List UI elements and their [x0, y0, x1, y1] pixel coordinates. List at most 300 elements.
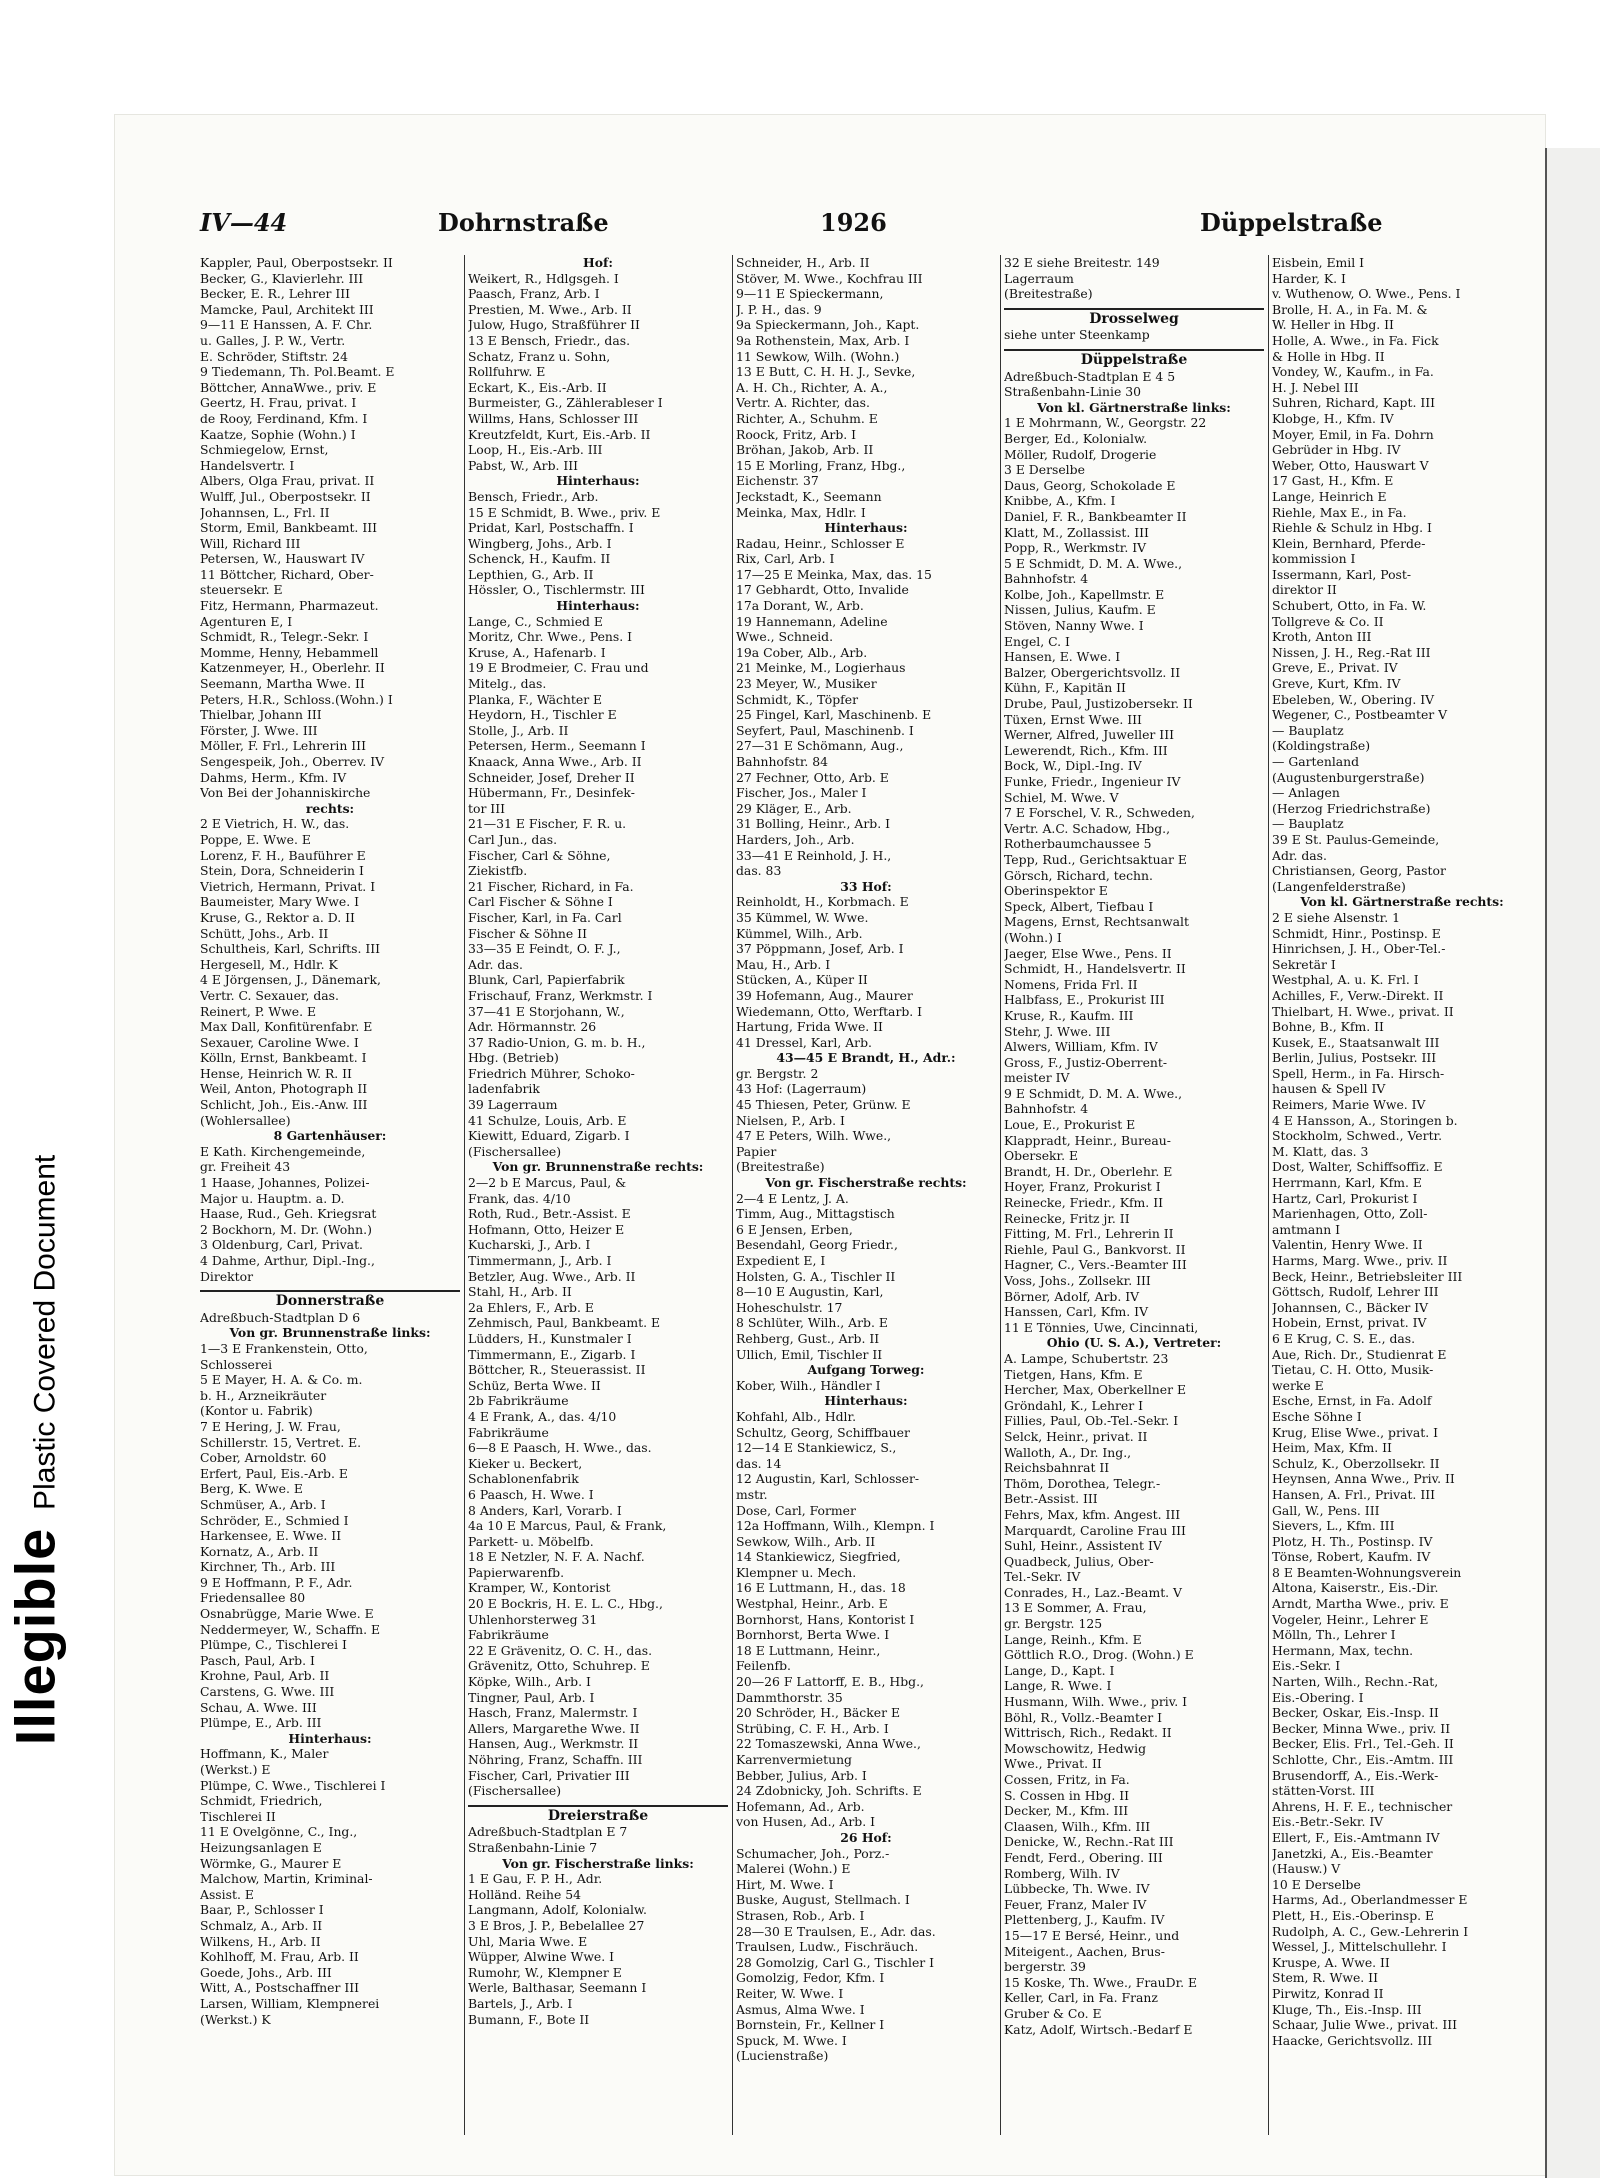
directory-entry: das. 83 [736, 863, 782, 879]
directory-entry: Göttlich R.O., Drog. (Wohn.) E [1004, 1647, 1194, 1663]
directory-entry: 9a Rothenstein, Max, Arb. I [736, 332, 910, 348]
directory-entry: 11 Sewkow, Wilh. (Wohn.) [736, 348, 900, 364]
directory-entry: Westphal, Heinr., Arb. E [736, 1596, 888, 1612]
directory-entry: Becker, Minna Wwe., priv. II [1272, 1720, 1451, 1736]
directory-entry: Werle, Balthasar, Seemann I [468, 1980, 647, 1996]
directory-entry: Janetzki, A., Eis.-Beamter [1272, 1845, 1433, 1861]
directory-entry: gr. Bergstr. 125 [1004, 1616, 1103, 1632]
street-heading: Düppelstraße [1004, 349, 1264, 369]
directory-entry: Fischer, Jos., Maler I [736, 785, 867, 801]
directory-entry: Neddermeyer, W., Schaffn. E [200, 1621, 381, 1637]
directory-entry: Hobein, Ernst, privat. IV [1272, 1315, 1427, 1331]
directory-entry: 33 Hof: [840, 878, 892, 894]
directory-entry: 22 Tomaszewski, Anna Wwe., [736, 1736, 921, 1752]
directory-entry: Johannsen, C., Bäcker IV [1272, 1299, 1429, 1315]
directory-entry: Hartz, Carl, Prokurist I [1272, 1190, 1418, 1206]
directory-entry: direktor II [1272, 582, 1337, 598]
directory-entry: Schlosserei [200, 1356, 273, 1372]
directory-entry: Marquardt, Caroline Frau III [1004, 1522, 1186, 1538]
directory-entry: Spell, Herm., in Fa. Hirsch- [1272, 1065, 1445, 1081]
directory-entry: Friedensallee 80 [200, 1590, 306, 1606]
directory-entry: 9—11 E Hanssen, A. F. Chr. [200, 317, 373, 333]
directory-entry: Nissen, J. H., Reg.-Rat III [1272, 644, 1431, 660]
directory-entry: Böttcher, R., Steuerassist. II [468, 1362, 646, 1378]
side-label-text [3, 1155, 68, 1745]
directory-entry: (Wohlersallee) [200, 1112, 291, 1128]
directory-entry: Berg, K. Wwe. E [200, 1481, 303, 1497]
directory-entry: Stücken, A., Küper II [736, 972, 868, 988]
directory-entry: Berlin, Julius, Postsekr. III [1272, 1050, 1437, 1066]
directory-entry: Hinterhaus: [288, 1730, 372, 1746]
directory-entry: 32 E siehe Breitestr. 149 [1004, 255, 1160, 270]
directory-entry: Lange, R. Wwe. I [1004, 1678, 1112, 1694]
directory-entry: Pridat, Karl, Postschaffn. I [468, 520, 634, 536]
directory-entry: Will, Richard III [200, 535, 301, 551]
directory-entry: Esche Söhne I [1272, 1408, 1362, 1424]
directory-entry: 9—11 E Spieckermann, [736, 286, 884, 302]
directory-entry: Papierwarenfb. [468, 1564, 565, 1580]
directory-entry: Claasen, Wilh., Kfm. III [1004, 1818, 1151, 1834]
directory-entry: Reinecke, Friedr., Kfm. II [1004, 1195, 1163, 1211]
directory-entry: 26 Hof: [840, 1829, 892, 1845]
directory-entry: steuersekr. E [200, 582, 283, 598]
directory-entry: Schubert, Otto, in Fa. W. [1272, 598, 1427, 614]
directory-entry: 1—3 E Frankenstein, Otto, [200, 1340, 368, 1356]
directory-entry: Halbfass, E., Prokurist III [1004, 992, 1165, 1008]
directory-entry: b. H., Arzneikräuter [200, 1387, 327, 1403]
directory-entry: 35 Kümmel, W. Wwe. [736, 909, 869, 925]
directory-entry: Gröndahl, K., Lehrer I [1004, 1397, 1144, 1413]
directory-entry: Christiansen, Georg, Pastor [1272, 863, 1446, 879]
directory-entry: Werner, Alfred, Juweller III [1004, 727, 1174, 743]
directory-entry: Obersekr. E [1004, 1148, 1079, 1164]
directory-entry: Buske, August, Stellmach. I [736, 1892, 910, 1908]
directory-entry: 41 Schulze, Louis, Arb. E [468, 1112, 627, 1128]
directory-entry: Frischauf, Franz, Werkmstr. I [468, 987, 653, 1003]
directory-entry: 3 Oldenburg, Carl, Privat. [200, 1237, 363, 1253]
directory-entry: Radau, Heinr., Schlosser E [736, 535, 905, 551]
directory-entry: 8 Schlüter, Wilh., Arb. E [736, 1315, 888, 1331]
directory-entry: Hübermann, Fr., Desinfek- [468, 785, 635, 801]
directory-entry: Uhl, Maria Wwe. E [468, 1933, 588, 1949]
directory-entry: Kroth, Anton III [1272, 629, 1372, 645]
directory-entry: Kölln, Ernst, Bankbeamt. I [200, 1050, 367, 1066]
directory-entry: amtmann I [1272, 1221, 1341, 1237]
directory-entry: Fitting, M. Frl., Lehrerin II [1004, 1226, 1174, 1242]
directory-entry: Möller, F. Frl., Lehrerin III [200, 738, 366, 754]
directory-entry: H. J. Nebel III [1272, 379, 1359, 395]
directory-entry: Bohne, B., Kfm. II [1272, 1019, 1384, 1035]
directory-entry: Wegener, C., Postbeamter V [1272, 707, 1448, 723]
directory-entry: Von kl. Gärtnerstraße links: [1037, 399, 1231, 415]
directory-entry: Ebeleben, W., Obering. IV [1272, 691, 1435, 707]
directory-entry: Petersen, Herm., Seemann I [468, 738, 646, 754]
directory-entry: Vertr. A. Richter, das. [736, 395, 870, 411]
directory-entry: Kruse, G., Rektor a. D. II [200, 909, 355, 925]
directory-entry: Hofmann, Otto, Heizer E [468, 1221, 625, 1237]
directory-entry: Bensch, Friedr., Arb. [468, 488, 599, 504]
directory-entry: Adreßbuch-Stadtplan D 6 [200, 1309, 361, 1325]
directory-entry: Decker, M., Kfm. III [1004, 1803, 1129, 1819]
directory-entry: kommission I [1272, 551, 1356, 567]
directory-entry: Reinert, P. Wwe. E [200, 1003, 317, 1019]
directory-entry: Möller, Rudolf, Drogerie [1004, 446, 1157, 462]
directory-entry: 5 E Schmidt, D. M. A. Wwe., [1004, 555, 1183, 571]
directory-entry: Knibbe, A., Kfm. I [1004, 493, 1116, 509]
directory-entry: 25 Fingel, Karl, Maschinenb. E [736, 707, 932, 723]
directory-entry: Altona, Kaiserstr., Eis.-Dir. [1272, 1580, 1439, 1596]
directory-entry: 7 E Forschel, V. R., Schweden, [1004, 805, 1195, 821]
directory-entry: Von Bei der Johanniskirche [200, 785, 371, 801]
directory-entry: Alwers, William, Kfm. IV [1004, 1039, 1158, 1055]
directory-entry: 8 Gartenhäuser: [273, 1128, 387, 1144]
directory-entry: Vertr. A.C. Schadow, Hbg., [1004, 820, 1171, 836]
directory-entry: Schmidt, K., Töpfer [736, 691, 859, 707]
directory-entry: Schau, A. Wwe. III [200, 1699, 317, 1715]
directory-entry: Uhlenhorsterweg 31 [468, 1611, 598, 1627]
directory-entry: 1 Haase, Johannes, Polizei- [200, 1175, 370, 1191]
street-heading: Donnerstraße [200, 1290, 460, 1310]
directory-entry: Schillerstr. 15, Vertret. E. [200, 1434, 362, 1450]
directory-entry: Heizungsanlagen E [200, 1839, 322, 1855]
directory-entry: Lange, D., Kapt. I [1004, 1662, 1115, 1678]
directory-entry: 45 Thiesen, Peter, Grünw. E [736, 1097, 911, 1113]
directory-entry: Betr.-Assist. III [1004, 1491, 1098, 1507]
directory-entry: Tietau, C. H. Otto, Musik- [1272, 1362, 1434, 1378]
directory-entry: Bahnhofstr. 4 [1004, 1101, 1089, 1117]
directory-entry: & Holle in Hbg. II [1272, 348, 1385, 364]
directory-entry: Hergesell, M., Hdlr. K [200, 956, 338, 972]
directory-entry: Voss, Johs., Zollsekr. III [1004, 1273, 1151, 1288]
directory-entry: Hense, Heinrich W. R. II [200, 1065, 352, 1081]
directory-entry: 21 Meinke, M., Logierhaus [736, 660, 906, 676]
directory-entry: 1 E Gau, F. P. H., Adr. [468, 1871, 603, 1887]
directory-entry: Gomolzig, Fedor, Kfm. I [736, 1970, 885, 1986]
directory-entry: Nissen, Julius, Kaufm. E [1004, 602, 1156, 618]
directory-entry: Magens, Ernst, Rechtsanwalt [1004, 914, 1189, 930]
directory-entry: Stahl, H., Arb. II [468, 1284, 572, 1300]
directory-entry: Feuer, Franz, Maler IV [1004, 1896, 1147, 1912]
directory-entry: — Anlagen [1272, 785, 1340, 801]
directory-entry: Carl Fischer & Söhne I [468, 894, 613, 910]
directory-entry: Richter, A., Schuhm. E [736, 410, 878, 426]
directory-entry: stätten-Vorst. III [1272, 1783, 1375, 1799]
directory-entry: Becker, G., Klavierlehr. III [200, 270, 364, 286]
directory-entry: Strasen, Rob., Arb. I [736, 1907, 865, 1923]
directory-entry: Reichsbahnrat II [1004, 1460, 1110, 1476]
directory-entry: Engel, C. I [1004, 633, 1070, 649]
directory-entry: rechts: [305, 800, 355, 816]
directory-entry: A. Lampe, Schubertstr. 23 [1004, 1350, 1169, 1366]
directory-entry: Greve, E., Privat. IV [1272, 660, 1398, 676]
directory-entry: Fabrikräume [468, 1424, 549, 1440]
directory-entry: 18 E Netzler, N. F. A. Nachf. [468, 1549, 645, 1565]
directory-entry: Assist. E [200, 1886, 254, 1902]
directory-entry: Hofemann, Ad., Arb. [736, 1798, 865, 1814]
directory-entry: Timm, Aug., Mittagstisch [736, 1206, 895, 1222]
directory-entry: Ellert, F., Eis.-Amtmann IV [1272, 1829, 1440, 1845]
directory-entry: Von gr. Fischerstraße links: [502, 1855, 694, 1871]
directory-entry: 28 Gomolzig, Carl G., Tischler I [736, 1954, 935, 1970]
directory-entry: Wiedemann, Otto, Werftarb. I [736, 1003, 923, 1019]
directory-entry: 15 Koske, Th. Wwe., FrauDr. E [1004, 1974, 1198, 1990]
directory-entry: Papier [736, 1143, 777, 1159]
directory-entry: Schultheis, Karl, Schrifts. III [200, 941, 381, 957]
illegible-label: Illegible [3, 1527, 67, 1746]
directory-entry: Schaar, Julie Wwe., privat. III [1272, 2017, 1457, 2033]
directory-entry: mstr. [736, 1486, 768, 1502]
directory-entry: Wessel, J., Mittelschullehr. I [1272, 1939, 1447, 1955]
directory-entry: Feilenfb. [736, 1658, 791, 1674]
directory-entry: Hof: [583, 255, 613, 270]
directory-entry: de Rooy, Ferdinand, Kfm. I [200, 410, 368, 426]
directory-entry: Albers, Olga Frau, privat. II [200, 473, 375, 489]
directory-entry: Parkett- u. Möbelfb. [468, 1533, 594, 1549]
directory-entry: Göttsch, Rudolf, Lehrer III [1272, 1284, 1439, 1300]
directory-entry: Tepp, Rud., Gerichtsaktuar E [1004, 851, 1187, 867]
directory-entry: (Kontor u. Fabrik) [200, 1403, 313, 1419]
directory-entry: 13 E Bensch, Friedr., das. [468, 332, 631, 348]
directory-entry: Sievers, L., Kfm. III [1272, 1518, 1395, 1534]
directory-entry: Planka, F., Wächter E [468, 691, 603, 707]
directory-entry: 20—26 F Lattorff, E. B., Hbg., [736, 1674, 924, 1690]
directory-entry: Eckart, K., Eis.-Arb. II [468, 379, 607, 395]
directory-entry: — Bauplatz [1272, 816, 1344, 832]
directory-entry: Handelsvertr. I [200, 457, 295, 473]
directory-entry: Schultz, Georg, Schiffbauer [736, 1424, 910, 1440]
directory-entry: Max Dall, Konfitürenfabr. E [200, 1019, 373, 1035]
directory-entry: Wingberg, Johs., Arb. I [468, 535, 612, 551]
directory-entry: tor III [468, 800, 505, 816]
directory-entry: Geertz, H. Frau, privat. I [200, 395, 357, 411]
directory-entry: 21 Fischer, Richard, in Fa. [468, 878, 634, 894]
directory-entry: Hössler, O., Tischlermstr. III [468, 582, 645, 598]
directory-entry: Schütt, Johs., Arb. II [200, 925, 329, 941]
directory-entry: Stolle, J., Arb. II [468, 722, 569, 738]
directory-entry: Mitelg., das. [468, 676, 547, 692]
directory-entry: Schüz, Berta Wwe. II [468, 1377, 601, 1393]
directory-entry: Hirt, M. Wwe. I [736, 1876, 834, 1892]
directory-entry: 20 Schröder, H., Bäcker E [736, 1705, 900, 1721]
directory-entry: (Herzog Friedrichstraße) [1272, 800, 1431, 816]
directory-entry: Brandt, H. Dr., Oberlehr. E [1004, 1163, 1173, 1179]
directory-entry: 8 Anders, Karl, Vorarb. I [468, 1502, 622, 1518]
directory-entry: Witt, A., Postschaffner III [200, 1980, 360, 1996]
directory-entry: 19 E Brodmeier, C. Frau und [468, 660, 649, 676]
directory-entry: Fendt, Ferd., Obering. III [1004, 1849, 1163, 1865]
directory-entry: Kucharski, J., Arb. I [468, 1237, 591, 1253]
directory-entry: Schlotte, Chr., Eis.-Amtm. III [1272, 1752, 1454, 1767]
directory-entry: (Breitestraße) [736, 1159, 825, 1175]
directory-entry: Kluge, Th., Eis.-Insp. III [1272, 2001, 1422, 2017]
directory-entry: 23 Meyer, W., Musiker [736, 676, 877, 692]
directory-entry: Roth, Rud., Betr.-Assist. E [468, 1206, 631, 1222]
directory-entry: Wulff, Jul., Oberpostsekr. II [200, 488, 371, 504]
directory-entry: Katz, Adolf, Wirtsch.-Bedarf E [1004, 2021, 1193, 2037]
directory-entry: Reinecke, Fritz jr. II [1004, 1210, 1130, 1226]
directory-entry: 17a Dorant, W., Arb. [736, 598, 864, 614]
directory-entry: Hermann, Max, techn. [1272, 1642, 1414, 1658]
directory-entry: Heynsen, Anna Wwe., Priv. II [1272, 1471, 1455, 1487]
directory-entry: Greve, Kurt, Kfm. IV [1272, 676, 1401, 692]
directory-entry: Sewkow, Wilh., Arb. II [736, 1533, 876, 1549]
header-year: 1926 [820, 208, 887, 237]
directory-entry: Wüpper, Alwine Wwe. I [468, 1949, 615, 1965]
directory-entry: Wilkens, H., Arb. II [200, 1933, 321, 1949]
directory-entry: 14 Stankiewicz, Siegfried, [736, 1549, 901, 1565]
directory-entry: Von gr. Brunnenstraße links: [229, 1325, 431, 1341]
directory-page [200, 200, 1545, 2140]
directory-entry: Mamcke, Paul, Architekt III [200, 301, 374, 317]
directory-entry: Dost, Walter, Schiffsoffiz. E [1272, 1159, 1443, 1175]
directory-entry: A. H. Ch., Richter, A. A., [736, 379, 888, 395]
directory-entry: Krug, Elise Wwe., privat. I [1272, 1424, 1439, 1440]
directory-entry: Schmidt, R., Telegr.-Sekr. I [200, 629, 369, 645]
directory-entry: Adr. das. [1272, 847, 1327, 863]
directory-entry: 43—45 E Brandt, H., Adr.: [776, 1050, 956, 1066]
directory-entry: Arndt, Martha Wwe., priv. E [1272, 1596, 1449, 1612]
directory-entry: 15 E Morling, Franz, Hbg., [736, 457, 906, 473]
directory-entry: Eisbein, Emil I [1272, 255, 1365, 270]
directory-entry: Hartung, Frida Wwe. II [736, 1019, 883, 1035]
directory-entry: Schiel, M. Wwe. V [1004, 789, 1119, 805]
directory-entry: 37—41 E Storjohann, W., [468, 1003, 625, 1019]
directory-entry: Asmus, Alma Wwe. I [736, 2001, 865, 2017]
directory-entry: Kümmel, Wilh., Arb. [736, 925, 863, 941]
directory-entry: Ullich, Emil, Tischler II [736, 1346, 883, 1362]
directory-entry: Bebber, Julius, Arb. I [736, 1767, 867, 1783]
directory-entry: Johannsen, L., Frl. II [200, 504, 330, 520]
directory-entry: Brolle, H. A., in Fa. M. & [1272, 301, 1428, 317]
directory-entry: Schmidt, H., Handelsvertr. II [1004, 961, 1186, 977]
directory-entry: 11 Böttcher, Richard, Ober- [200, 566, 374, 582]
directory-entry: Von kl. Gärtnerstraße rechts: [1300, 894, 1504, 910]
directory-entry: Kolbe, Joh., Kapellmstr. E [1004, 586, 1165, 602]
directory-entry: Haacke, Gerichtsvollz. III [1272, 2032, 1433, 2048]
directory-entry: Krohne, Paul, Arb. II [200, 1668, 330, 1684]
directory-entry: Expedient E, I [736, 1253, 826, 1268]
directory-entry: E. Schröder, Stiftstr. 24 [200, 348, 348, 364]
directory-entry: Fabrikräume [468, 1627, 549, 1643]
directory-entry: 12a Hoffmann, Wilh., Klempn. I [736, 1518, 935, 1534]
directory-entry: Plettenberg, J., Kaufm. IV [1004, 1912, 1165, 1928]
directory-entry: Westphal, A. u. K. Frl. I [1272, 972, 1419, 988]
directory-entry: Valentin, Henry Wwe. II [1272, 1237, 1423, 1253]
directory-entry: Holländ. Reihe 54 [468, 1886, 582, 1902]
directory-entry: gr. Freiheit 43 [200, 1159, 291, 1175]
directory-entry: 39 Lagerraum [468, 1097, 558, 1113]
directory-entry: Fischer & Söhne II [468, 925, 587, 941]
directory-entry: 9 Tiedemann, Th. Pol.Beamt. E [200, 364, 395, 380]
directory-entry: Jeckstadt, K., Seemann [736, 488, 882, 504]
directory-entry: 3 E Bros, J. P., Bebelallee 27 [468, 1917, 645, 1933]
directory-entry: Rehberg, Gust., Arb. II [736, 1330, 880, 1346]
directory-entry: 2 Bockhorn, M. Dr. (Wohn.) [200, 1221, 372, 1237]
directory-entry: 3 E Derselbe [1004, 462, 1085, 478]
directory-entry: Keller, Carl, in Fa. Franz [1004, 1990, 1158, 2006]
directory-entry: Thöm, Dorothea, Telegr.- [1004, 1475, 1161, 1491]
directory-entry: Berger, Ed., Kolonialw. [1004, 430, 1148, 446]
directory-entry: Reinholdt, H., Korbmach. E [736, 894, 909, 910]
directory-entry: Lübbecke, Th. Wwe. IV [1004, 1881, 1150, 1897]
directory-entry: Wörmke, G., Maurer E [200, 1855, 342, 1871]
directory-entry: Kieker u. Beckert, [468, 1455, 583, 1471]
column-divider [1000, 255, 1001, 2135]
directory-entry: Kramper, W., Kontorist [468, 1580, 611, 1596]
directory-entry: 4 E Hansson, A., Storingen b. [1272, 1112, 1458, 1128]
directory-entry: Vietrich, Hermann, Privat. I [200, 878, 376, 894]
directory-entry: (Fischersallee) [468, 1143, 562, 1159]
directory-entry: (Werkst.) K [200, 2011, 271, 2027]
directory-entry: Lüdders, H., Kunstmaler I [468, 1330, 632, 1346]
directory-entry: Harders, Joh., Arb. [736, 831, 855, 847]
directory-entry: Malerei (Wohn.) E [736, 1861, 851, 1877]
directory-entry: (Breitestraße) [1004, 286, 1093, 302]
directory-entry: Langmann, Adolf, Kolonialw. [468, 1902, 647, 1918]
directory-entry: Funke, Friedr., Ingenieur IV [1004, 774, 1181, 789]
directory-entry: siehe unter Steenkamp [1004, 327, 1150, 343]
directory-entry: Schmiegelow, Ernst, [200, 442, 329, 458]
directory-entry: Ohio (U. S. A.), Vertreter: [1046, 1335, 1222, 1351]
directory-entry: Adr. Hörmannstr. 26 [468, 1019, 597, 1035]
directory-entry: Kappler, Paul, Oberpostsekr. II [200, 255, 393, 270]
directory-entry: Thielbart, H. Wwe., privat. II [1272, 1003, 1454, 1019]
directory-entry: Moyer, Emil, in Fa. Dohrn [1272, 426, 1434, 442]
directory-entry: 31 Bolling, Heinr., Arb. I [736, 816, 890, 832]
directory-entry: 10 E Derselbe [1272, 1876, 1361, 1892]
page-number: IV—44 [200, 208, 288, 237]
directory-entry: Becker, Oskar, Eis.-Insp. II [1272, 1705, 1439, 1721]
directory-entry: Wwe., Schneid. [736, 629, 834, 645]
directory-entry: Klobge, H., Kfm. IV [1272, 410, 1394, 426]
directory-entry: Lagerraum [1004, 270, 1074, 286]
directory-entry: Eis.-Betr.-Sekr. IV [1272, 1814, 1384, 1830]
directory-entry: Kornatz, A., Arb. II [200, 1543, 319, 1559]
directory-entry: Vogeler, Heinr., Lehrer E [1272, 1611, 1429, 1627]
adjacent-page-edge [1545, 148, 1600, 2178]
directory-entry: 2—2 b E Marcus, Paul, & [468, 1175, 627, 1191]
directory-entry: Tietgen, Hans, Kfm. E [1004, 1366, 1143, 1382]
directory-entry: 9 E Schmidt, D. M. A. Wwe., [1004, 1085, 1183, 1101]
directory-entry: Kruse, A., Hafenarb. I [468, 644, 606, 660]
directory-entry: Rix, Carl, Arb. I [736, 551, 835, 567]
directory-entry: 9 E Hoffmann, P. F., Adr. [200, 1574, 353, 1590]
directory-entry: Gebrüder in Hbg. IV [1272, 442, 1401, 458]
directory-entry: 5 E Mayer, H. A. & Co. m. [200, 1372, 363, 1388]
directory-entry: Zehmisch, Paul, Bankbeamt. E [468, 1315, 661, 1331]
directory-entry: Larsen, William, Klempnerei [200, 1995, 380, 2011]
directory-entry: Riehle, Max E., in Fa. [1272, 504, 1407, 520]
directory-entry: Hansen, E. Wwe. I [1004, 649, 1121, 665]
directory-entry: Weikert, R., Hdlgsgeh. I [468, 270, 619, 286]
directory-entry: Eichenstr. 37 [736, 473, 819, 489]
directory-entry: 43 Hof: (Lagerraum) [736, 1081, 867, 1097]
directory-entry: Timmermann, J., Arb. I [468, 1253, 612, 1268]
directory-entry: Traulsen, Ludw., Fischräuch. [736, 1939, 919, 1955]
directory-entry: Straßenbahn-Linie 7 [468, 1839, 598, 1855]
directory-entry: Major u. Hauptm. a. D. [200, 1190, 345, 1206]
directory-entry: Ahrens, H. F. E., technischer [1272, 1798, 1453, 1814]
directory-entry: Moritz, Chr. Wwe., Pens. I [468, 629, 633, 645]
directory-entry: Börner, Adolf, Arb. IV [1004, 1288, 1140, 1304]
directory-entry: Roock, Fritz, Arb. I [736, 426, 857, 442]
directory-entry: Suhren, Richard, Kapt. III [1272, 395, 1436, 411]
directory-entry: Lange, Heinrich E [1272, 488, 1387, 504]
directory-entry: Paasch, Franz, Arb. I [468, 286, 600, 302]
directory-entry: Husmann, Wilh. Wwe., priv. I [1004, 1694, 1188, 1710]
directory-entry: Hbg. (Betrieb) [468, 1050, 559, 1066]
directory-entry: Rollfuhrw. E [468, 364, 546, 380]
